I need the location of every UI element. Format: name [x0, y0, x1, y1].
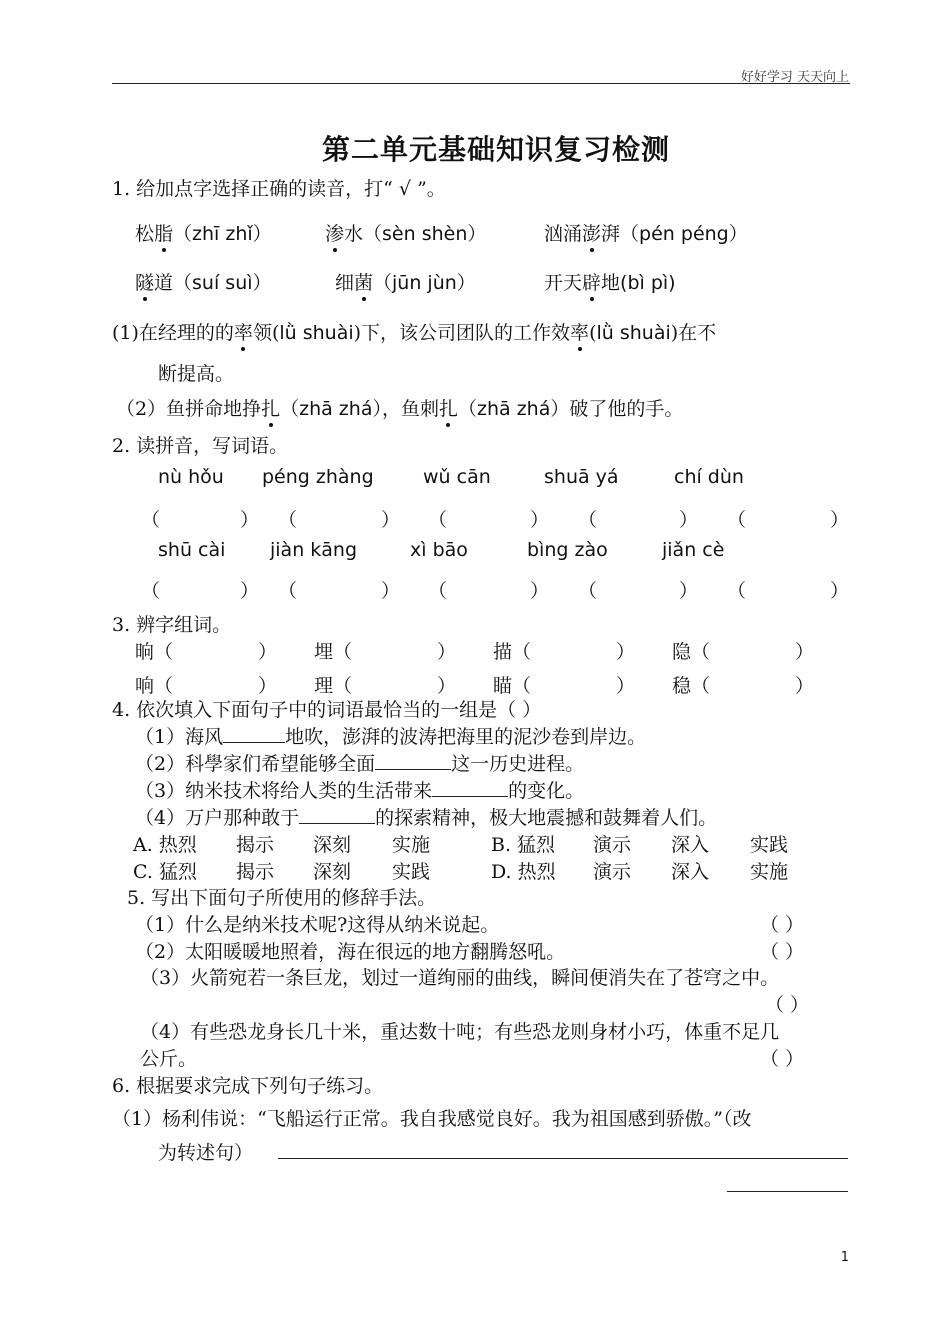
q4-opt-a-4: 实施	[392, 834, 431, 856]
q1-row2-item2: 细菌（jūn jùn）	[335, 268, 476, 295]
q3-r2-c2-close: ）	[437, 675, 457, 697]
q4-item3: （3）纳米技术将给人类的生活带来 的变化。	[135, 780, 585, 802]
q4-opt-d-4: 实施	[750, 861, 789, 883]
q2-paren-open-2-1: （	[141, 580, 161, 602]
q5-label: 5. 写出下面句子所使用的修辞手法。	[127, 887, 437, 909]
q2-paren-close-1-4: ）	[679, 509, 699, 531]
q4-opt-c-4: 实践	[392, 861, 431, 883]
q4-opt-b-1: B. 猛烈	[491, 834, 556, 856]
q3-r2-c3-close: ）	[616, 675, 636, 697]
q2-paren-close-2-3: ）	[530, 580, 550, 602]
q5-item4-line1: （4）有些恐龙身长几十米，重达数十吨；有些恐龙则身材小巧，体重不足几	[140, 1021, 780, 1043]
q5-item3: （3）火箭宛若一条巨龙，划过一道绚丽的曲线，瞬间便消失在了苍穹之中。	[140, 967, 780, 989]
q4-item2: （2）科學家们希望能够全面 这一历史进程。	[135, 753, 585, 775]
q5-answer2: （ ）	[760, 941, 805, 963]
q3-r1-c4: 隐（	[672, 641, 711, 663]
q5-answer3: （ ）	[765, 994, 810, 1016]
q4-opt-c-2: 揭示	[236, 861, 275, 883]
q2-paren-open-2-2: （	[278, 580, 298, 602]
q4-opt-d-2: 演示	[593, 861, 632, 883]
q4-opt-a-3: 深刻	[313, 834, 352, 856]
q2-pinyin-2-1: shū cài	[158, 539, 226, 561]
q2-paren-open-2-5: （	[727, 580, 747, 602]
q5-item2: （2）太阳暖暖地照着，海在很远的地方翻腾怒吼。	[135, 941, 566, 963]
q2-paren-open-1-5: （	[727, 509, 747, 531]
q4-opt-c-3: 深刻	[313, 861, 352, 883]
q3-r1-c3: 描（	[493, 641, 532, 663]
q2-pinyin-1-4: shuā yá	[544, 466, 619, 488]
q3-label: 3. 辨字组词。	[112, 614, 232, 636]
q2-paren-open-2-3: （	[428, 580, 448, 602]
q6-item1-line1: （1）杨利伟说：“飞船运行正常。我自我感觉良好。我为祖国感到骄傲。”（改	[112, 1108, 752, 1130]
q6-item1-line2: 为转述句）	[158, 1142, 254, 1164]
q2-paren-open-1-1: （	[141, 509, 161, 531]
q6-label: 6. 根据要求完成下列句子练习。	[112, 1075, 384, 1097]
q1-row1-item1: 松脂（zhī zhǐ）	[135, 219, 272, 246]
q3-r2-c2: 理（	[314, 675, 353, 697]
q3-r2-c4-close: ）	[795, 675, 815, 697]
q3-r2-c3: 瞄（	[493, 675, 532, 697]
q4-opt-c-1: C. 猛烈	[133, 861, 197, 883]
q3-r2-c4: 稳（	[672, 675, 711, 697]
q3-r1-c4-close: ）	[795, 641, 815, 663]
q1-sub2: （2）鱼拼命地挣扎（zhā zhá），鱼刺扎（zhā zhá）破了他的手。	[116, 394, 683, 421]
q3-r1-c2-close: ）	[437, 641, 457, 663]
q4-label: 4. 依次填入下面句子中的词语最恰当的一组是（ ）	[112, 699, 542, 721]
q2-pinyin-1-2: péng zhàng	[262, 466, 374, 488]
q5-item1: （1）什么是纳米技术呢?这得从纳米说起。	[135, 914, 500, 936]
q3-r2-c1-close: ）	[258, 675, 278, 697]
q2-paren-close-1-1: ）	[240, 509, 260, 531]
header-motto: 好好学习 天天向上	[740, 70, 849, 85]
q2-paren-close-2-5: ）	[830, 580, 850, 602]
q6-answer-line2[interactable]	[727, 1191, 848, 1192]
q4-opt-b-4: 实践	[750, 834, 789, 856]
q4-opt-a-1: A. 热烈	[133, 834, 197, 856]
q2-pinyin-1-3: wǔ cān	[423, 466, 491, 488]
q2-paren-close-2-2: ）	[381, 580, 401, 602]
q3-r1-c1-close: ）	[258, 641, 278, 663]
q5-item4-line2: 公斤。	[140, 1048, 198, 1070]
q1-row1-item2: 渗水（sèn shèn）	[325, 219, 486, 246]
header-rule	[112, 83, 850, 84]
q1-sub1-line1: (1)在经理的的率领(lǜ shuài)下，该公司团队的工作效率(lǜ shuài)在不	[112, 318, 716, 345]
q2-paren-open-1-4: （	[578, 509, 598, 531]
q1-row1-item3: 汹涌澎湃（pén péng）	[544, 219, 748, 246]
q2-paren-close-1-3: ）	[530, 509, 550, 531]
q5-answer4: （ ）	[760, 1048, 805, 1070]
q3-r1-c2: 埋（	[314, 641, 353, 663]
q2-paren-close-2-1: ）	[240, 580, 260, 602]
q3-r1-c3-close: ）	[616, 641, 636, 663]
page-number: 1	[840, 1250, 849, 1265]
q4-opt-d-1: D. 热烈	[491, 861, 556, 883]
q3-r1-c1: 晌（	[135, 641, 174, 663]
q4-item1: （1）海风 地吹，澎湃的波涛把海里的泥沙卷到岸边。	[135, 726, 647, 748]
q1-row2-item1: 隧道（suí suì）	[135, 268, 272, 295]
q1-label: 1. 给加点字选择正确的读音，打“ √ ”。	[112, 178, 446, 200]
q4-opt-b-2: 演示	[593, 834, 632, 856]
q2-pinyin-1-1: nù hǒu	[158, 466, 224, 488]
q1-row2-item3: 开天辟地(bì pì)	[544, 268, 676, 295]
q4-opt-a-2: 揭示	[236, 834, 275, 856]
q2-label: 2. 读拼音，写词语。	[112, 435, 289, 457]
q2-pinyin-2-2: jiàn kāng	[270, 539, 358, 561]
q1-sub1-line2: 断提高。	[158, 363, 235, 385]
q5-answer1: （ ）	[760, 914, 805, 936]
q2-paren-open-2-4: （	[578, 580, 598, 602]
q2-paren-open-1-2: （	[278, 509, 298, 531]
q2-paren-close-1-5: ）	[830, 509, 850, 531]
page-title: 第二单元基础知识复习检测	[322, 133, 671, 166]
q2-pinyin-2-3: xì bāo	[410, 539, 468, 561]
q2-pinyin-1-5: chí dùn	[674, 466, 744, 488]
q2-pinyin-2-5: jiǎn cè	[662, 539, 725, 561]
q6-answer-line1[interactable]	[278, 1158, 848, 1159]
q3-r2-c1: 响（	[135, 675, 174, 697]
q4-opt-b-3: 深入	[671, 834, 710, 856]
q2-pinyin-2-4: bìng zào	[527, 539, 608, 561]
q2-paren-close-1-2: ）	[381, 509, 401, 531]
q2-paren-close-2-4: ）	[679, 580, 699, 602]
q4-item4: （4）万户那种敢于 的探索精神，极大地震撼和鼓舞着人们。	[135, 807, 718, 829]
q4-opt-d-3: 深入	[671, 861, 710, 883]
q2-paren-open-1-3: （	[428, 509, 448, 531]
